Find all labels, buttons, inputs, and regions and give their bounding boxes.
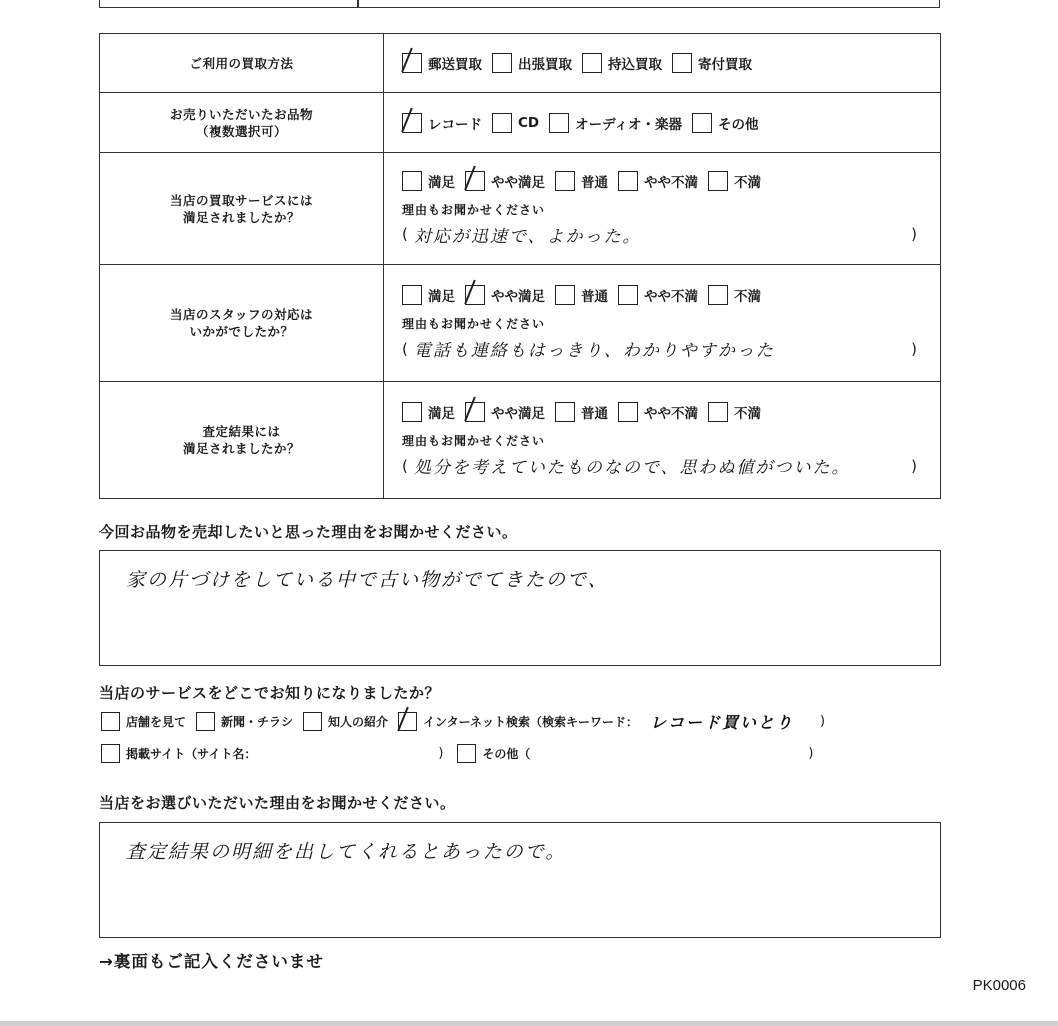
sell-reason-textbox[interactable] bbox=[99, 550, 941, 666]
option-mail-purchase[interactable]: 郵送買取 bbox=[402, 53, 482, 73]
checkbox-satisfied[interactable] bbox=[402, 171, 422, 191]
option-audio-instrument[interactable]: オーディオ・楽器 bbox=[549, 113, 682, 133]
option-somewhat-satisfied[interactable]: やや満足 bbox=[465, 402, 545, 422]
option-record[interactable]: レコード bbox=[402, 113, 482, 133]
checkbox-dissatisfied[interactable] bbox=[708, 171, 728, 191]
option-dissatisfied[interactable]: 不満 bbox=[708, 402, 761, 422]
checkbox-internet-search[interactable] bbox=[398, 712, 417, 731]
checkbox-neutral[interactable] bbox=[555, 285, 575, 305]
checkbox-newspaper-flyer[interactable] bbox=[196, 712, 215, 731]
checkbox-referral[interactable] bbox=[303, 712, 322, 731]
row-service-satisfaction bbox=[100, 153, 941, 265]
option-somewhat-dissatisfied[interactable]: やや不満 bbox=[618, 285, 698, 305]
survey-table bbox=[99, 33, 941, 499]
form-code: PK0006 bbox=[972, 977, 1026, 994]
result-reason-answer: 処分を考えていたものなので、思わぬ値がついた。 bbox=[413, 458, 851, 478]
option-visit-purchase[interactable]: 出張買取 bbox=[492, 53, 572, 73]
option-satisfied[interactable]: 満足 bbox=[402, 171, 455, 191]
items-sold-options bbox=[402, 113, 940, 133]
source-heading: 当店のサービスをどこでお知りになりましたか？ bbox=[99, 684, 441, 702]
option-saw-store[interactable]: 店舗を見て bbox=[101, 712, 186, 731]
purchase-method-options bbox=[402, 53, 940, 73]
staff-reason-field[interactable]: ( 電話も連絡もはっきり、わかりやすかった ) bbox=[402, 336, 917, 361]
service-reason-field[interactable]: ( 対応が迅速で、よかった。 ) bbox=[402, 222, 917, 247]
checkbox-bring-in-purchase[interactable] bbox=[582, 53, 602, 73]
row-items-sold bbox=[100, 93, 941, 153]
checkbox-saw-store[interactable] bbox=[101, 712, 120, 731]
sell-reason-heading: 今回お品物を売却したいと思った理由をお聞かせください。 bbox=[99, 523, 518, 541]
bottom-rule bbox=[0, 1021, 1058, 1026]
option-newspaper-flyer[interactable]: 新聞・チラシ bbox=[196, 712, 293, 731]
staff-satisfaction-options bbox=[402, 285, 940, 305]
source-options-line2: 掲載サイト（サイト名： ) その他（ ) bbox=[101, 744, 814, 763]
option-somewhat-satisfied[interactable]: やや満足 bbox=[465, 285, 545, 305]
choose-reason-textbox[interactable] bbox=[99, 822, 941, 938]
row-result-satisfaction bbox=[100, 382, 941, 499]
option-bring-in-purchase[interactable]: 持込買取 bbox=[582, 53, 662, 73]
result-satisfaction-options bbox=[402, 402, 940, 422]
option-cd[interactable]: CD bbox=[492, 113, 539, 133]
option-dissatisfied[interactable]: 不満 bbox=[708, 285, 761, 305]
row-staff-satisfaction bbox=[100, 265, 941, 382]
sell-reason-answer: 家の片づけをしている中で古い物がでてきたので、 bbox=[126, 569, 609, 591]
checkbox-neutral[interactable] bbox=[555, 402, 575, 422]
checkbox-somewhat-satisfied[interactable] bbox=[465, 402, 485, 422]
checkbox-somewhat-dissatisfied[interactable] bbox=[618, 402, 638, 422]
previous-table-fragment bbox=[99, 0, 940, 8]
option-listing-site[interactable]: 掲載サイト（サイト名： bbox=[101, 744, 256, 763]
option-satisfied[interactable]: 満足 bbox=[402, 285, 455, 305]
option-dissatisfied[interactable]: 不満 bbox=[708, 171, 761, 191]
staff-satisfaction-question: 当店のスタッフの対応は いかがでしたか？ bbox=[100, 265, 384, 382]
checkbox-mail-purchase[interactable] bbox=[402, 53, 422, 73]
checkbox-donation-purchase[interactable] bbox=[672, 53, 692, 73]
checkbox-satisfied[interactable] bbox=[402, 402, 422, 422]
checkbox-somewhat-dissatisfied[interactable] bbox=[618, 285, 638, 305]
checkbox-dissatisfied[interactable] bbox=[708, 285, 728, 305]
checkbox-other-source[interactable] bbox=[457, 744, 476, 763]
option-neutral[interactable]: 普通 bbox=[555, 285, 608, 305]
checkbox-audio-instrument[interactable] bbox=[549, 113, 569, 133]
option-internet-search[interactable]: インターネット検索（検索キーワード： bbox=[398, 712, 638, 731]
checkbox-somewhat-satisfied[interactable] bbox=[465, 285, 485, 305]
checkbox-listing-site[interactable] bbox=[101, 744, 120, 763]
purchase-method-question: ご利用の買取方法 bbox=[100, 34, 384, 93]
checkbox-record[interactable] bbox=[402, 113, 422, 133]
reason-label: 理由もお聞かせください bbox=[402, 434, 546, 448]
back-side-note: →裏面もご記入くださいませ bbox=[99, 952, 324, 971]
choose-reason-heading: 当店をお選びいただいた理由をお聞かせください。 bbox=[99, 794, 456, 812]
result-satisfaction-question: 査定結果には 満足されましたか？ bbox=[100, 382, 384, 499]
checkbox-other-item[interactable] bbox=[692, 113, 712, 133]
choose-reason-answer: 査定結果の明細を出してくれるとあったので。 bbox=[126, 841, 567, 863]
checkbox-somewhat-dissatisfied[interactable] bbox=[618, 171, 638, 191]
option-referral[interactable]: 知人の紹介 bbox=[303, 712, 388, 731]
reason-label: 理由もお聞かせください bbox=[402, 317, 546, 331]
checkbox-satisfied[interactable] bbox=[402, 285, 422, 305]
service-satisfaction-options bbox=[402, 171, 940, 191]
checkbox-neutral[interactable] bbox=[555, 171, 575, 191]
search-keyword-answer: レコード買いとり bbox=[649, 713, 794, 732]
option-somewhat-satisfied[interactable]: やや満足 bbox=[465, 171, 545, 191]
option-other-source[interactable]: その他（ bbox=[457, 744, 530, 763]
items-sold-question: お売りいただいたお品物 （複数選択可） bbox=[100, 93, 384, 153]
option-satisfied[interactable]: 満足 bbox=[402, 402, 455, 422]
source-options-line1: 店舗を見て 新聞・チラシ 知人の紹介 インターネット検索（検索キーワード： レコード買いとり ) bbox=[101, 710, 825, 733]
row-purchase-method bbox=[100, 34, 941, 93]
result-reason-field[interactable]: ( 処分を考えていたものなので、思わぬ値がついた。 ) bbox=[402, 453, 917, 478]
option-neutral[interactable]: 普通 bbox=[555, 402, 608, 422]
service-satisfaction-question: 当店の買取サービスには 満足されましたか？ bbox=[100, 153, 384, 265]
staff-reason-answer: 電話も連絡もはっきり、わかりやすかった bbox=[413, 341, 775, 361]
checkbox-cd[interactable] bbox=[492, 113, 512, 133]
reason-label: 理由もお聞かせください bbox=[402, 202, 546, 217]
option-donation-purchase[interactable]: 寄付買取 bbox=[672, 53, 752, 73]
option-somewhat-dissatisfied[interactable]: やや不満 bbox=[618, 171, 698, 191]
option-somewhat-dissatisfied[interactable]: やや不満 bbox=[618, 402, 698, 422]
option-other-item[interactable]: その他 bbox=[692, 113, 759, 133]
checkbox-dissatisfied[interactable] bbox=[708, 402, 728, 422]
checkbox-somewhat-satisfied[interactable] bbox=[465, 171, 485, 191]
service-reason-answer: 対応が迅速で、よかった。 bbox=[413, 226, 642, 247]
checkbox-visit-purchase[interactable] bbox=[492, 53, 512, 73]
option-neutral[interactable]: 普通 bbox=[555, 171, 608, 191]
